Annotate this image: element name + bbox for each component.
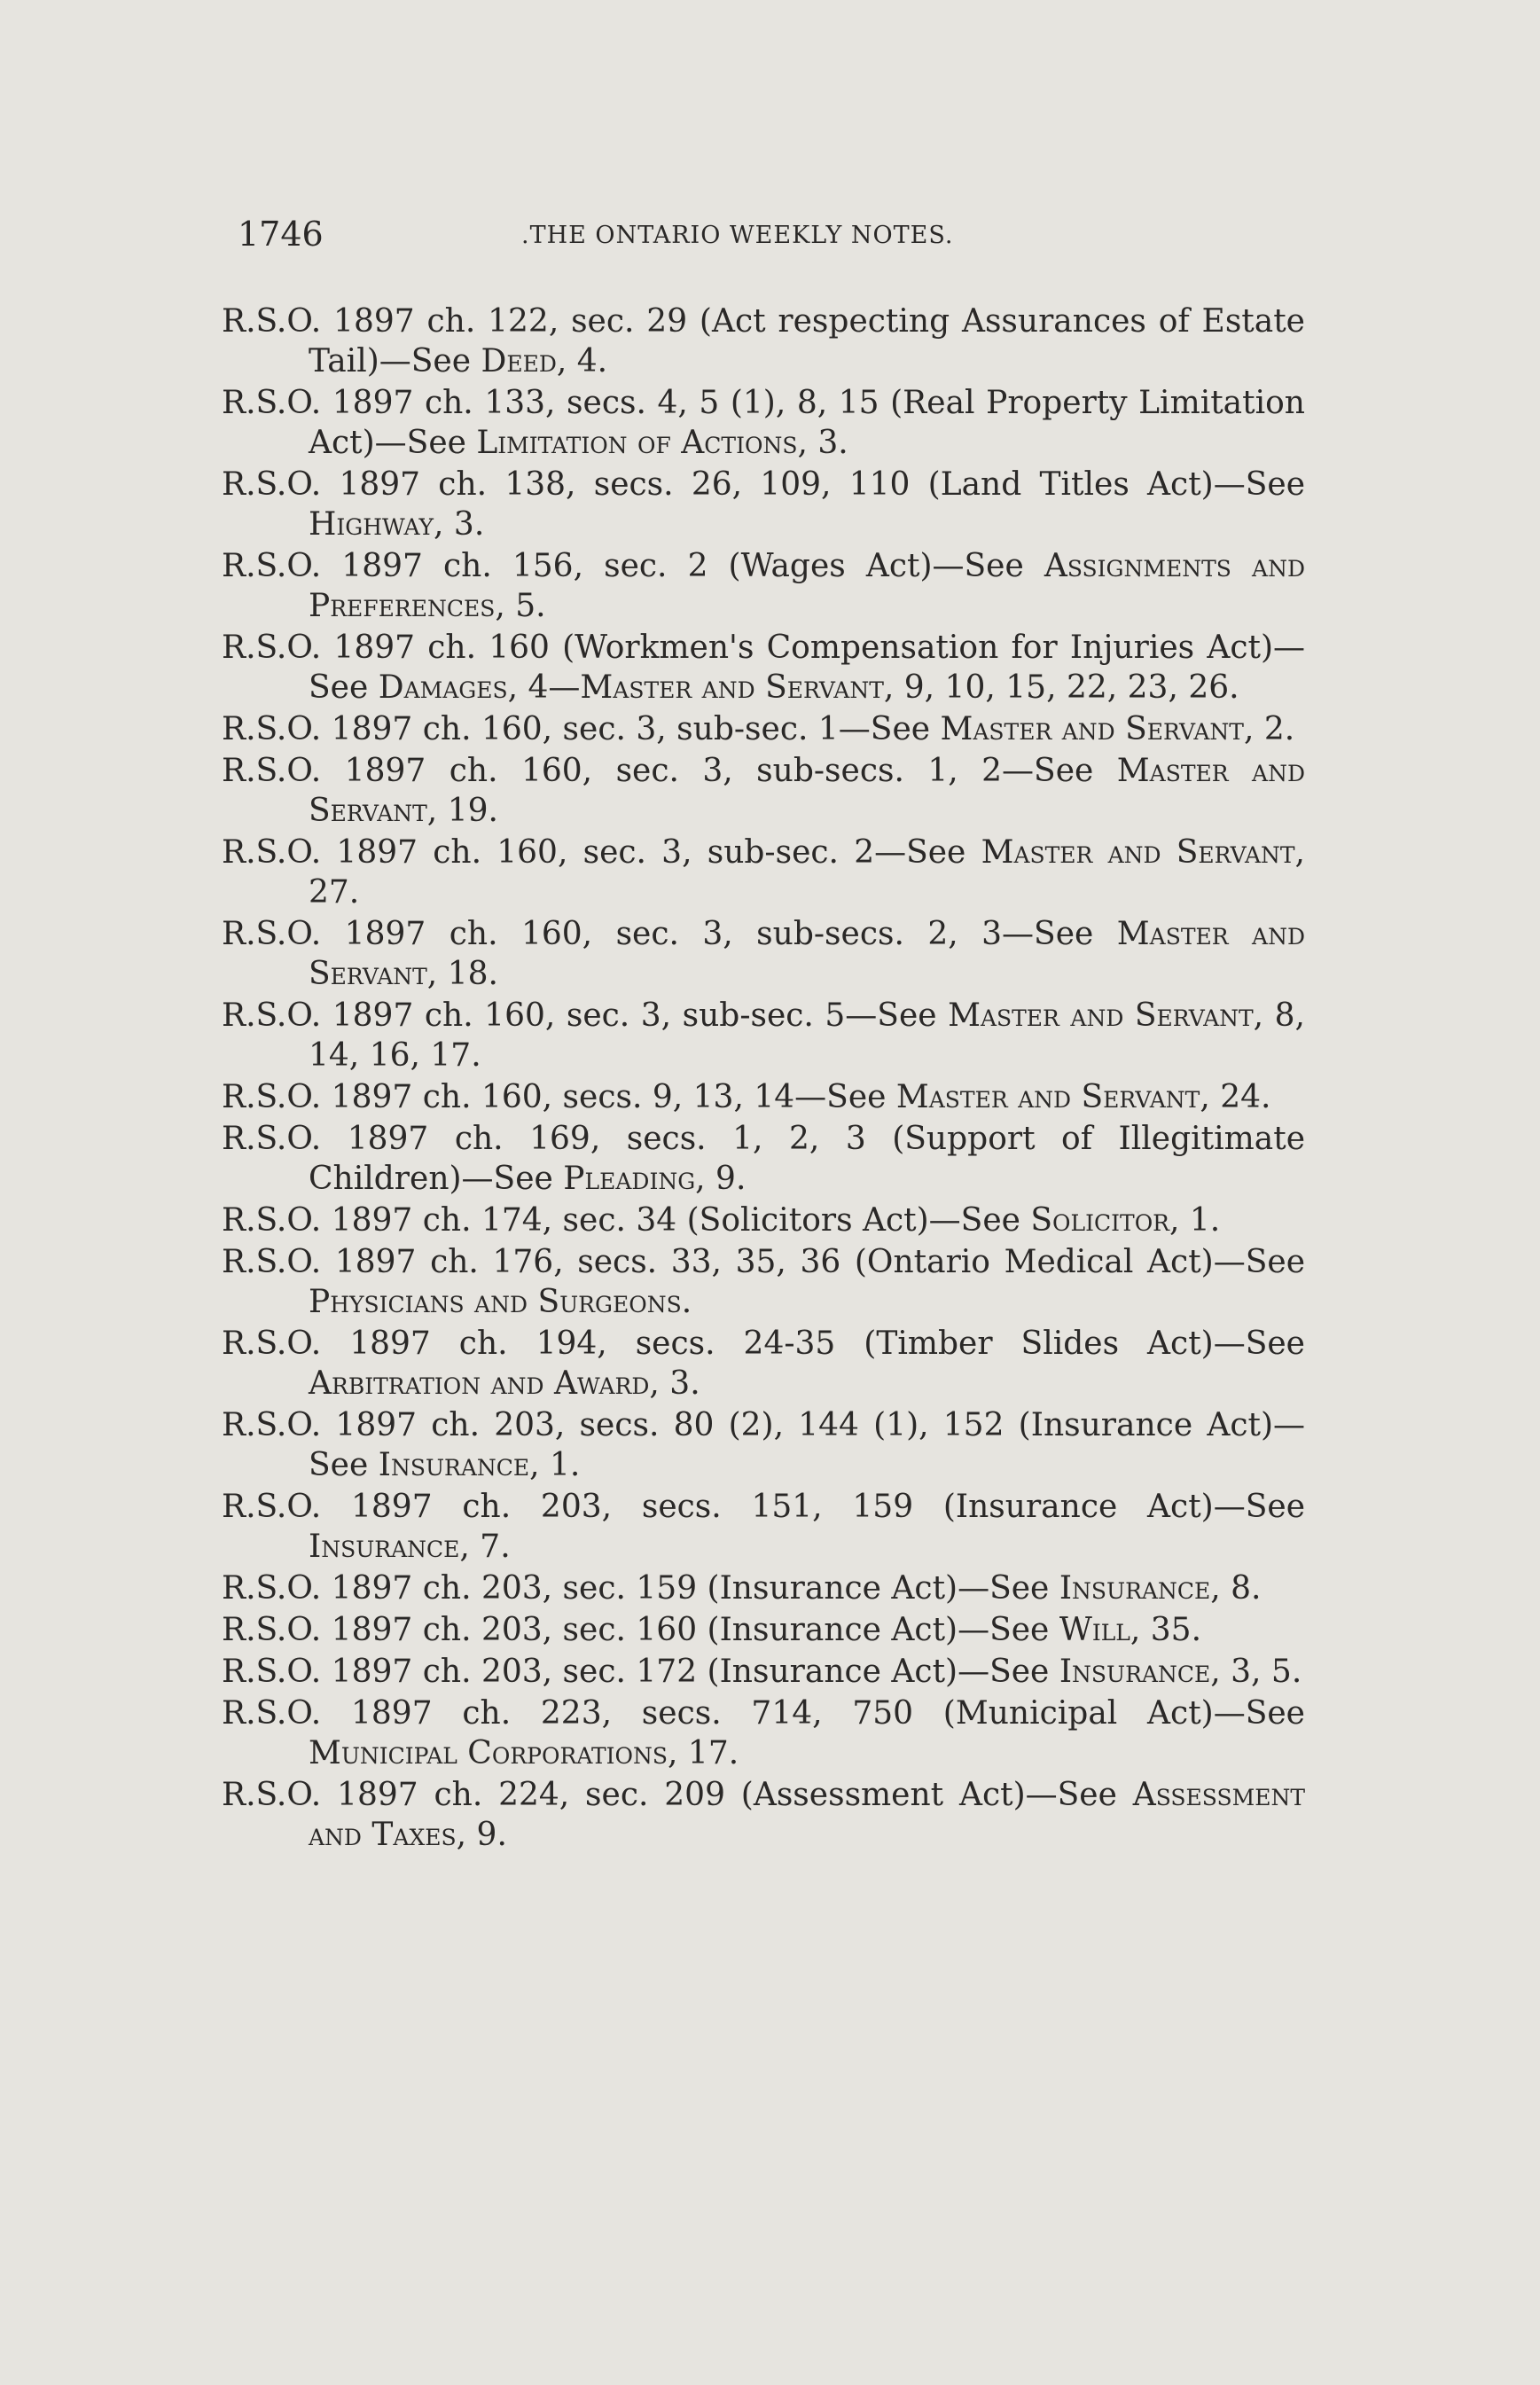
index-entry: R.S.O. 1897 ch. 203, sec. 159 (Insurance Act)—See Insurance, 8. bbox=[222, 1570, 1262, 1607]
page-header bbox=[238, 215, 1302, 259]
index-entry: R.S.O. 1897 ch. 169, secs. 1, 2, 3 (Support of Illegitimate Children)—See Pleading, 9. bbox=[222, 1121, 1305, 1197]
running-head: .THE ONTARIO WEEKLY NOTES. bbox=[521, 222, 954, 249]
index-entries bbox=[222, 301, 1305, 1857]
index-entry: R.S.O. 1897 ch. 160 (Workmen's Compensation for Injuries Act)—See Damages, 4—Master and Servant, 9, 10, 15, 22, 23, 26. bbox=[222, 629, 1305, 706]
page-number: 1746 bbox=[238, 215, 324, 254]
index-entry: R.S.O. 1897 ch. 194, secs. 24-35 (Timber Slides Act)—See Arbitration and Award, 3. bbox=[222, 1325, 1305, 1402]
index-entry: R.S.O. 1897 ch. 160, sec. 3, sub-sec. 2—See Master and Servant, 27. bbox=[222, 834, 1305, 911]
index-entry: R.S.O. 1897 ch. 122, sec. 29 (Act respecting Assurances of Estate Tail)—See Deed, 4. bbox=[222, 303, 1305, 379]
index-entry: R.S.O. 1897 ch. 223, secs. 714, 750 (Municipal Act)—See Municipal Corporations, 17. bbox=[222, 1695, 1305, 1771]
index-entry: R.S.O. 1897 ch. 160, sec. 3, sub-sec. 1—See Master and Servant, 2. bbox=[222, 711, 1295, 747]
index-entry: R.S.O. 1897 ch. 133, secs. 4, 5 (1), 8, 15 (Real Property Limitation Act)—See Limitation of Actions, 3. bbox=[222, 385, 1305, 461]
index-entry: R.S.O. 1897 ch. 156, sec. 2 (Wages Act)—See Assignments and Preferences, 5. bbox=[222, 548, 1305, 624]
index-entry: R.S.O. 1897 ch. 160, sec. 3, sub-sec. 5—See Master and Servant, 8, 14, 16, 17. bbox=[222, 997, 1305, 1074]
index-entry: R.S.O. 1897 ch. 160, sec. 3, sub-secs. 1, 2—See Master and Servant, 19. bbox=[222, 753, 1305, 829]
index-entry: R.S.O. 1897 ch. 203, sec. 172 (Insurance Act)—See Insurance, 3, 5. bbox=[222, 1654, 1302, 1690]
index-entry: R.S.O. 1897 ch. 203, sec. 160 (Insurance Act)—See Will, 35. bbox=[222, 1612, 1202, 1648]
index-entry: R.S.O. 1897 ch. 176, secs. 33, 35, 36 (Ontario Medical Act)—See Physicians and Surgeons. bbox=[222, 1244, 1305, 1320]
index-entry: R.S.O. 1897 ch. 160, secs. 9, 13, 14—See Master and Servant, 24. bbox=[222, 1079, 1271, 1115]
index-entry: R.S.O. 1897 ch. 174, sec. 34 (Solicitors Act)—See Solicitor, 1. bbox=[222, 1202, 1221, 1239]
index-entry: R.S.O. 1897 ch. 160, sec. 3, sub-secs. 2, 3—See Master and Servant, 18. bbox=[222, 916, 1305, 992]
index-entry: R.S.O. 1897 ch. 203, secs. 80 (2), 144 (1), 152 (Insurance Act)—See Insurance, 1. bbox=[222, 1407, 1305, 1483]
index-entry: R.S.O. 1897 ch. 138, secs. 26, 109, 110 (Land Titles Act)—See Highway, 3. bbox=[222, 466, 1305, 543]
index-entry: R.S.O. 1897 ch. 224, sec. 209 (Assessment Act)—See Assessment and Taxes, 9. bbox=[222, 1777, 1305, 1853]
index-entry: R.S.O. 1897 ch. 203, secs. 151, 159 (Insurance Act)—See Insurance, 7. bbox=[222, 1489, 1305, 1565]
